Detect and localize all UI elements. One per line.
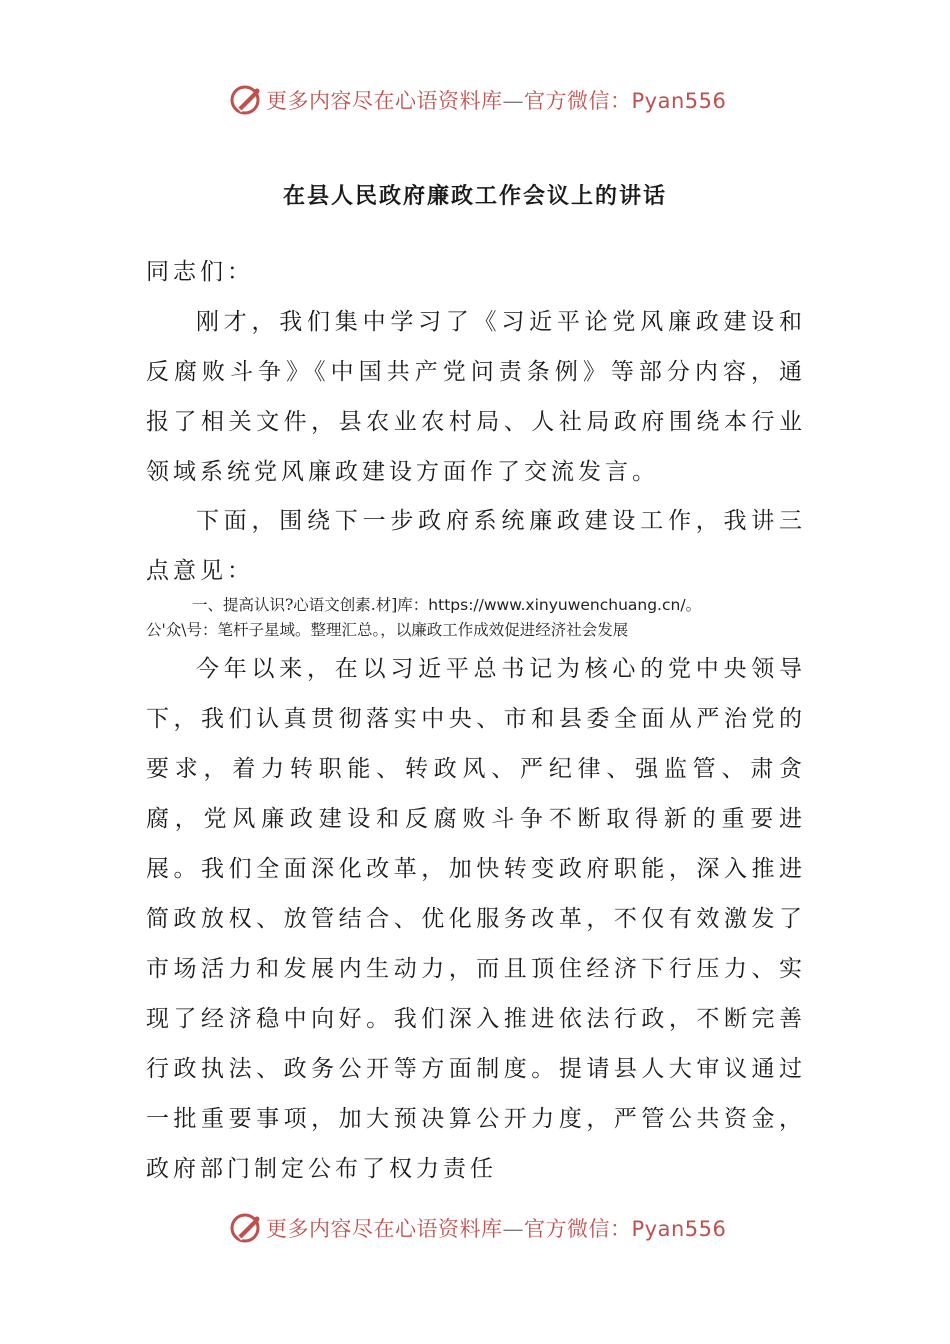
section-heading-text: 一、提高认识?心语文创素.材]库： — [192, 596, 429, 614]
banner-text — [266, 87, 726, 115]
banner-prefix: 更多内容尽在心语资料库 — [266, 89, 503, 113]
quill-seal-icon — [228, 1210, 264, 1246]
section-heading-line-2: 公'众\号：笔杆子星域。整理汇总。，以廉政工作成效促进经济社会发展 — [146, 621, 629, 639]
header-banner — [0, 78, 950, 126]
banner-wechat-id: Pyan556 — [631, 89, 727, 113]
section-heading-line-1 — [146, 595, 806, 616]
banner-separator: — — [502, 1217, 524, 1241]
paragraph-intro: 刚才，我们集中学习了《习近平论党风廉政建设和反腐败斗争》《中国共产党问责条例》等部分内容，通报了相关文件，县农业农村局、人社局政府围绕本行业领域系统党风廉政建设方面作了交流发言。 — [146, 309, 806, 485]
banner-text — [266, 1215, 726, 1243]
paragraph-main: 今年以来，在以习近平总书记为核心的党中央领导下，我们认真贯彻落实中央、市和县委全面从严治党的要求，着力转职能、转政风、严纪律、强监管、肃贪腐，党风廉政建设和反腐败斗争不断取得新的重要进展。我们全面深化改革，加快转变政府职能，深入推进简政放权、放管结合、优化服务改革，不仅有效激发了市场活力和发展内生动力，而且顶住经济下行压力、实现了经济稳中向好。我们深入推进依法行政，不断完善行政执法、政务公开等方面制度。提请县人大审议通过一批重要事项，加大预决算公开力度，严管公共资金，政府部门制定公布了权力责任 — [146, 656, 806, 1182]
section-heading-end: 。 — [685, 596, 702, 614]
banner-prefix: 更多内容尽在心语资料库 — [266, 1217, 503, 1241]
banner-wechat-id: Pyan556 — [631, 1217, 727, 1241]
paragraph-outline: 下面，围绕下一步政府系统廉政建设工作，我讲三点意见： — [146, 508, 806, 584]
section-heading-url: https://www.xinyuwenchuang.cn/ — [428, 596, 686, 614]
banner-suffix: 官方微信： — [524, 1217, 632, 1241]
quill-seal-icon — [228, 82, 264, 118]
banner-suffix: 官方微信： — [524, 89, 632, 113]
greeting: 同志们： — [146, 259, 254, 285]
footer-banner — [0, 1206, 950, 1254]
banner-separator: — — [502, 89, 524, 113]
page-title: 在县人民政府廉政工作会议上的讲话 — [282, 183, 667, 209]
